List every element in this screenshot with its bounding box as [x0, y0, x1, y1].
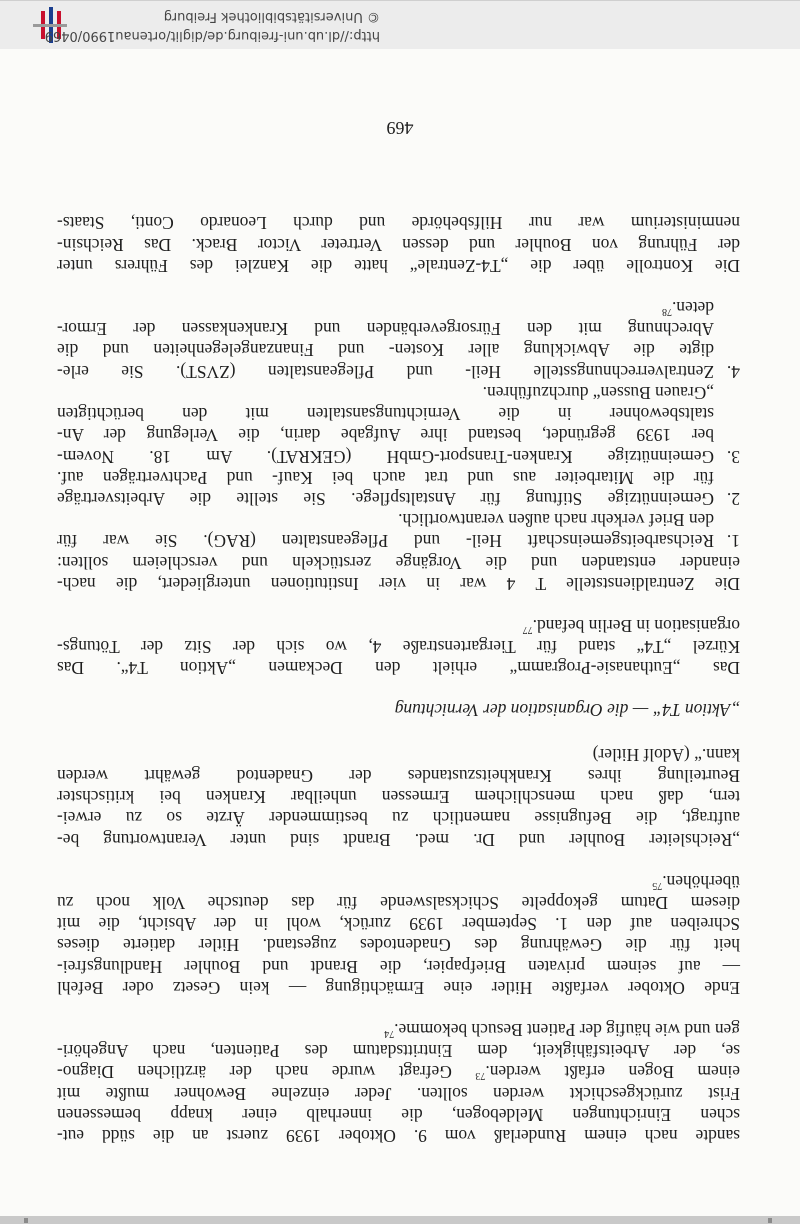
list-item: 2. Gemeinnützige Stiftung für Anstaltspflege. Sie stellte die Arbeitsverträge für die Mitarbeiter aus und trat auch bei Kauf- und Pachtverträgen auf. — [57, 467, 740, 509]
list-item: 4. Zentralverrechnungsstelle Heil- und Pflegeanstalten (ZVST). Sie erle- digte die Abwicklung aller Kosten- und Finanzangelegenheiten und die Abrechnung mit den Fürsorgeverbänden und Krankenkassen der Ermor- deten.$^{78}$ — [57, 298, 740, 382]
paragraph-1: sandte nach einem Runderlaß vom 9. Oktober 1939 zuerst an die südd eut- schen Einrichtungen Meldebogen, die innerhalb einer knapp bemessenen Frist zurückgeschickt werden sollten. Jeder einzelne Bewohner mußte mit einem Bogen erfaßt werden.$^{73}$ Gefragt wurde nach der ärztlichen Diagno- se, der Arbeitsfähigkeit, dem Eintrittsdatum des Patienten, nach Angehöri- gen und wie häufig der Patient Besuch bekomme.$^{74}$ — [57, 1019, 740, 1146]
footnote-ref: 77 — [522, 623, 533, 635]
logo-bar — [33, 24, 67, 27]
edge-marker — [24, 1218, 28, 1223]
scan-footer — [0, 0, 800, 49]
edge-marker — [768, 1218, 772, 1223]
page-number: 469 — [386, 118, 414, 138]
footnote-ref: 78 — [661, 305, 672, 317]
list-item: 1. Reichsarbeitsgemeinschaft Heil- und Pflegeanstalten (RAG). Sie war für den Brief verkehr nach außen verantwortlich. — [57, 510, 740, 552]
institution-list — [57, 297, 740, 551]
paragraph-4: Die Zentraldienststelle T 4 war in vier Institutionen untergliedert, die nach- einander entstanden und die Vorgänge zerstückeln und verschleiern sollten: — [57, 552, 740, 594]
copyright-notice: © Universitätsbibliothek Freiburg — [163, 9, 380, 24]
paragraph-5: Die Kontrolle über die „T4-Zentrale“ hatte die Kanzlei des Führers unter der Führung von Bouhler und dessen Vertreter Victor Brack. Das Reichsin- nenministerium war nur Hilfsbehörde und durch Leonardo Conti, Staats- — [57, 213, 740, 276]
paragraph-2: Ende Oktober verfaßte Hitler eine Ermächtigung — kein Gesetz oder Befehl — auf seinem privaten Briefpapier, die Brandt und Bouhler Handlungsfrei- heit für die Gewährung des Gnadentodes zugestand. Hitler datierte dieses Schreiben auf den 1. September 1939 zurück, wohl in der Absicht, die mit diesem Datum gekoppelte Schicksalswende für das deutsche Volk noch zu überhöhen.$^{75}$ — [57, 871, 740, 998]
bottom-edge-strip — [0, 1216, 800, 1224]
hitler-quote: „Reichsleiter Bouhler und Dr. med. Brandt sind unter Verantwortung be- auftragt, die Befugnisse namentlich zu bestimmender Ärzte so zu erwei- tern, daß nach menschlichem Ermessen unheilbar Kranken bei kritischster Beurteilung ihres Krankheitszustandes der Gnadentod gewährt werden kann.“ (Adolf Hitler) — [57, 744, 740, 850]
page-text — [57, 212, 740, 1146]
footnote-ref: 73 — [475, 1070, 486, 1082]
section-heading: „Aktion T4“ — die Organisation der Vernichtung — [394, 699, 740, 720]
footnote-ref: 74 — [384, 1027, 395, 1039]
footnote-ref: 75 — [652, 879, 663, 891]
source-url[interactable]: http://dl.ub.uni-freiburg.de/diglit/ortenau1990/0469 — [44, 28, 380, 43]
paragraph-3: Das „Euthanasie-Programm“ erhielt den Deckamen „Aktion T4“. Das Kürzel „T4“ stand für Tiergartenstraße 4, wo sich der Sitz der Tötungs- organisation in Berlin befand.$^{77}$ — [57, 615, 740, 679]
list-item: 3. Gemeinnützige Kranken-Transport-GmbH (GEKRAT). Am 18. Novem- ber 1939 gegründet, bestand ihre Aufgabe darin, die Verlegung der An- staltsbewohner in die Vernichtungsanstalten mit den berüchtigten „Grauen Bussen“ durchzuführen. — [57, 382, 740, 467]
